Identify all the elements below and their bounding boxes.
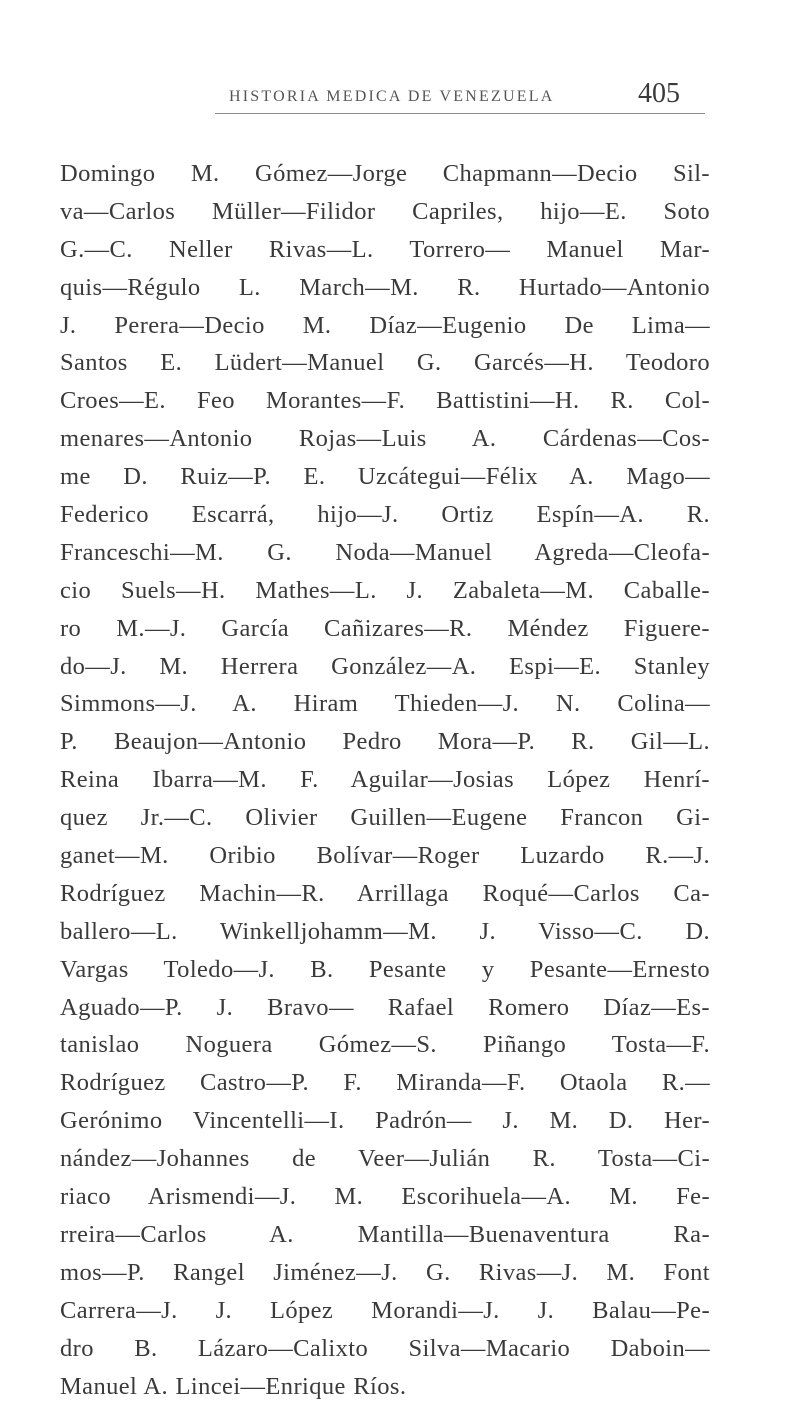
text-line: Croes—E. Feo Morantes—F. Battistini—H. R. Col- bbox=[60, 382, 710, 420]
text-line: Federico Escarrá, hijo—J. Ortiz Espín—A. R. bbox=[60, 496, 710, 534]
text-line: riaco Arismendi—J. M. Escorihuela—A. M. Fe- bbox=[60, 1178, 710, 1216]
body-paragraph bbox=[60, 155, 710, 1405]
text-line: Carrera—J. J. López Morandi—J. J. Balau—Pe- bbox=[60, 1292, 710, 1330]
text-line: mos—P. Rangel Jiménez—J. G. Rivas—J. M. Font bbox=[60, 1254, 710, 1292]
running-header bbox=[215, 78, 705, 118]
text-line: ganet—M. Oribio Bolívar—Roger Luzardo R.—J. bbox=[60, 837, 710, 875]
text-line: quez Jr.—C. Olivier Guillen—Eugene Francon Gi- bbox=[60, 799, 710, 837]
text-line: Manuel A. Lincei—Enrique Ríos. bbox=[60, 1368, 710, 1405]
running-title: HISTORIA MEDICA DE VENEZUELA bbox=[229, 88, 554, 106]
text-line: G.—C. Neller Rivas—L. Torrero— Manuel Mar- bbox=[60, 231, 710, 269]
text-line: cio Suels—H. Mathes—L. J. Zabaleta—M. Caballe- bbox=[60, 572, 710, 610]
text-line: Reina Ibarra—M. F. Aguilar—Josias López Henrí- bbox=[60, 761, 710, 799]
text-line: Simmons—J. A. Hiram Thieden—J. N. Colina— bbox=[60, 685, 710, 723]
text-line: Aguado—P. J. Bravo— Rafael Romero Díaz—Es- bbox=[60, 989, 710, 1027]
text-line: Rodríguez Machin—R. Arrillaga Roqué—Carlos Ca- bbox=[60, 875, 710, 913]
text-line: va—Carlos Müller—Filidor Capriles, hijo—E. Soto bbox=[60, 193, 710, 231]
page-number: 405 bbox=[638, 78, 680, 110]
text-line: do—J. M. Herrera González—A. Espi—E. Stanley bbox=[60, 648, 710, 686]
header-rule bbox=[215, 113, 705, 114]
text-line: Vargas Toledo—J. B. Pesante y Pesante—Ernesto bbox=[60, 951, 710, 989]
text-line: dro B. Lázaro—Calixto Silva—Macario Daboin— bbox=[60, 1330, 710, 1368]
text-line: Domingo M. Gómez—Jorge Chapmann—Decio Sil- bbox=[60, 155, 710, 193]
text-line: ballero—L. Winkelljohamm—M. J. Visso—C. D. bbox=[60, 913, 710, 951]
text-line: J. Perera—Decio M. Díaz—Eugenio De Lima— bbox=[60, 307, 710, 345]
text-line: Santos E. Lüdert—Manuel G. Garcés—H. Teodoro bbox=[60, 344, 710, 382]
text-line: me D. Ruiz—P. E. Uzcátegui—Félix A. Mago— bbox=[60, 458, 710, 496]
text-line: nández—Johannes de Veer—Julián R. Tosta—Ci- bbox=[60, 1140, 710, 1178]
text-line: rreira—Carlos A. Mantilla—Buenaventura Ra- bbox=[60, 1216, 710, 1254]
text-line: tanislao Noguera Gómez—S. Piñango Tosta—F. bbox=[60, 1026, 710, 1064]
text-line: menares—Antonio Rojas—Luis A. Cárdenas—Cos- bbox=[60, 420, 710, 458]
text-line: Gerónimo Vincentelli—I. Padrón— J. M. D. Her- bbox=[60, 1102, 710, 1140]
text-line: ro M.—J. García Cañizares—R. Méndez Figuere- bbox=[60, 610, 710, 648]
text-line: quis—Régulo L. March—M. R. Hurtado—Antonio bbox=[60, 269, 710, 307]
text-line: Franceschi—M. G. Noda—Manuel Agreda—Cleofa- bbox=[60, 534, 710, 572]
text-line: Rodríguez Castro—P. F. Miranda—F. Otaola R.— bbox=[60, 1064, 710, 1102]
text-line: P. Beaujon—Antonio Pedro Mora—P. R. Gil—L. bbox=[60, 723, 710, 761]
